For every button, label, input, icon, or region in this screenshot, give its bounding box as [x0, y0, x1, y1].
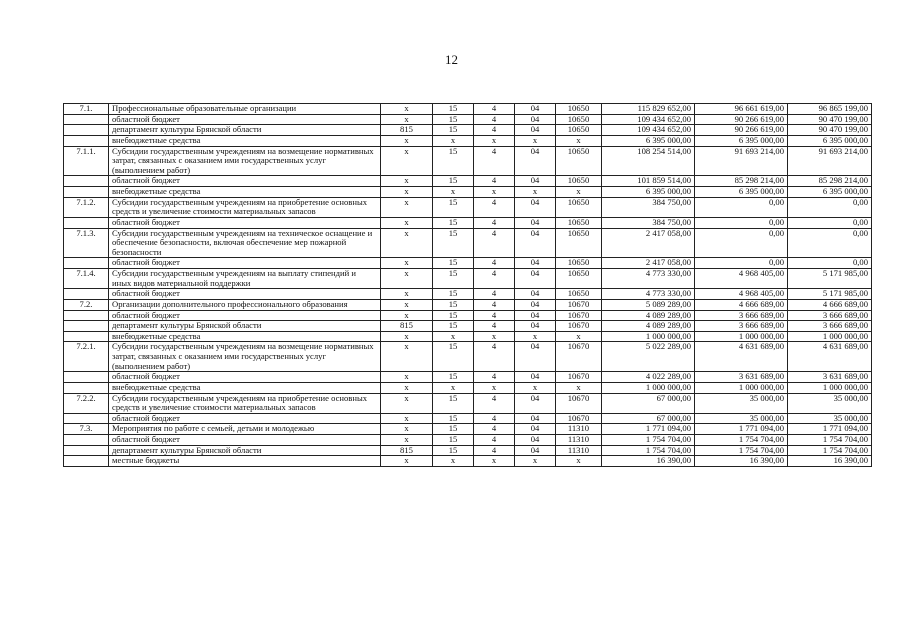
table-row: [64, 299, 872, 310]
amount-year-1: 1 754 704,00: [602, 435, 695, 446]
amount-year-3: 16 390,00: [788, 456, 872, 467]
code-om: 04: [515, 445, 556, 456]
amount-year-3: 3 666 689,00: [788, 321, 872, 332]
amount-year-3: 4 666 689,00: [788, 299, 872, 310]
code-pgp: 4: [474, 413, 515, 424]
amount-year-1: 67 000,00: [602, 393, 695, 413]
code-n: 10670: [556, 299, 602, 310]
code-gr: х: [381, 382, 433, 393]
amount-year-3: 35 000,00: [788, 413, 872, 424]
amount-year-2: 4 968 405,00: [695, 289, 788, 300]
code-pgp: 4: [474, 299, 515, 310]
amount-year-3: 1 754 704,00: [788, 445, 872, 456]
code-om: 04: [515, 321, 556, 332]
amount-year-3: 1 754 704,00: [788, 435, 872, 446]
code-n: 10650: [556, 269, 602, 289]
amount-year-2: 1 000 000,00: [695, 382, 788, 393]
code-n: 10670: [556, 342, 602, 372]
code-om: 04: [515, 393, 556, 413]
row-number: 7.2.2.: [64, 393, 109, 413]
code-n: 10650: [556, 146, 602, 176]
code-om: х: [515, 331, 556, 342]
table-row: [64, 372, 872, 383]
amount-year-3: 6 395 000,00: [788, 187, 872, 198]
table-row: [64, 456, 872, 467]
code-pgp: х: [474, 331, 515, 342]
code-pgp: 4: [474, 146, 515, 176]
code-om: 04: [515, 342, 556, 372]
code-pgp: х: [474, 135, 515, 146]
code-gp: 15: [433, 435, 474, 446]
code-gr: х: [381, 413, 433, 424]
code-n: 11310: [556, 445, 602, 456]
code-pgp: 4: [474, 435, 515, 446]
row-number: 7.1.4.: [64, 269, 109, 289]
code-om: 04: [515, 104, 556, 115]
code-gr: х: [381, 197, 433, 217]
amount-year-3: 5 171 985,00: [788, 289, 872, 300]
amount-year-3: 0,00: [788, 258, 872, 269]
code-om: 04: [515, 424, 556, 435]
row-name: департамент культуры Брянской области: [109, 321, 381, 332]
code-pgp: 4: [474, 424, 515, 435]
amount-year-1: 1 000 000,00: [602, 382, 695, 393]
code-om: 04: [515, 310, 556, 321]
code-om: х: [515, 456, 556, 467]
table-row: [64, 435, 872, 446]
code-n: 10670: [556, 372, 602, 383]
amount-year-1: 67 000,00: [602, 413, 695, 424]
amount-year-1: 6 395 000,00: [602, 135, 695, 146]
code-gp: 15: [433, 310, 474, 321]
amount-year-1: 1 754 704,00: [602, 445, 695, 456]
code-gr: х: [381, 135, 433, 146]
code-om: 04: [515, 125, 556, 136]
code-gr: х: [381, 289, 433, 300]
row-number: [64, 372, 109, 383]
row-name: областной бюджет: [109, 114, 381, 125]
code-n: 10650: [556, 228, 602, 258]
code-pgp: 4: [474, 342, 515, 372]
code-om: 04: [515, 217, 556, 228]
table-row: [64, 310, 872, 321]
table-row: [64, 413, 872, 424]
code-n: х: [556, 135, 602, 146]
amount-year-2: 3 631 689,00: [695, 372, 788, 383]
amount-year-1: 6 395 000,00: [602, 187, 695, 198]
amount-year-2: 1 000 000,00: [695, 331, 788, 342]
code-gr: х: [381, 269, 433, 289]
code-n: 10650: [556, 114, 602, 125]
code-om: 04: [515, 197, 556, 217]
code-gp: 15: [433, 217, 474, 228]
table-row: [64, 331, 872, 342]
amount-year-2: 4 666 689,00: [695, 299, 788, 310]
amount-year-2: 90 266 619,00: [695, 125, 788, 136]
code-gp: 15: [433, 289, 474, 300]
code-pgp: 4: [474, 289, 515, 300]
table-row: [64, 187, 872, 198]
code-om: 04: [515, 146, 556, 176]
amount-year-1: 5 089 289,00: [602, 299, 695, 310]
row-number: [64, 125, 109, 136]
code-gp: 15: [433, 228, 474, 258]
table-row: [64, 445, 872, 456]
amount-year-2: 0,00: [695, 217, 788, 228]
row-name: областной бюджет: [109, 217, 381, 228]
amount-year-2: 16 390,00: [695, 456, 788, 467]
row-number: [64, 187, 109, 198]
amount-year-1: 2 417 058,00: [602, 228, 695, 258]
amount-year-2: 0,00: [695, 258, 788, 269]
code-om: 04: [515, 299, 556, 310]
amount-year-3: 0,00: [788, 217, 872, 228]
amount-year-1: 5 022 289,00: [602, 342, 695, 372]
table-row: [64, 269, 872, 289]
code-n: х: [556, 187, 602, 198]
code-pgp: 4: [474, 217, 515, 228]
code-n: 10670: [556, 393, 602, 413]
table-row: [64, 114, 872, 125]
code-gr: х: [381, 176, 433, 187]
amount-year-1: 1 771 094,00: [602, 424, 695, 435]
code-pgp: 4: [474, 393, 515, 413]
code-n: 10650: [556, 289, 602, 300]
code-gp: 15: [433, 114, 474, 125]
row-name: департамент культуры Брянской области: [109, 125, 381, 136]
amount-year-2: 0,00: [695, 197, 788, 217]
row-number: 7.3.: [64, 424, 109, 435]
row-name: Субсидии государственным учреждениям на приобретение основных средств и увеличение стоимости материальных запасов: [109, 393, 381, 413]
amount-year-1: 109 434 652,00: [602, 114, 695, 125]
code-gr: х: [381, 187, 433, 198]
budget-table: [63, 103, 872, 467]
code-gr: х: [381, 435, 433, 446]
amount-year-1: 384 750,00: [602, 217, 695, 228]
code-gr: х: [381, 310, 433, 321]
code-pgp: х: [474, 187, 515, 198]
amount-year-2: 6 395 000,00: [695, 135, 788, 146]
code-om: 04: [515, 435, 556, 446]
code-gp: х: [433, 135, 474, 146]
amount-year-1: 109 434 652,00: [602, 125, 695, 136]
amount-year-3: 0,00: [788, 197, 872, 217]
amount-year-1: 384 750,00: [602, 197, 695, 217]
code-gp: 15: [433, 125, 474, 136]
table-row: [64, 321, 872, 332]
amount-year-3: 0,00: [788, 228, 872, 258]
row-name: Субсидии государственным учреждениям на выплату стипендий и иных видов материальной поддержки: [109, 269, 381, 289]
code-gr: 815: [381, 125, 433, 136]
code-pgp: 4: [474, 104, 515, 115]
code-gp: 15: [433, 299, 474, 310]
amount-year-1: 16 390,00: [602, 456, 695, 467]
code-gp: 15: [433, 393, 474, 413]
code-gp: 15: [433, 176, 474, 187]
row-name: Субсидии государственным учреждениям на возмещение нормативных затрат, связанных с оказанием ими государственных услуг (выполнением работ): [109, 146, 381, 176]
code-gr: х: [381, 104, 433, 115]
row-number: [64, 445, 109, 456]
code-n: 10650: [556, 258, 602, 269]
code-gr: х: [381, 217, 433, 228]
amount-year-1: 115 829 652,00: [602, 104, 695, 115]
amount-year-1: 1 000 000,00: [602, 331, 695, 342]
code-pgp: 4: [474, 310, 515, 321]
table-row: [64, 393, 872, 413]
code-gp: 15: [433, 321, 474, 332]
amount-year-1: 4 089 289,00: [602, 321, 695, 332]
budget-table-body: [64, 104, 872, 467]
code-gr: х: [381, 393, 433, 413]
amount-year-1: 4 773 330,00: [602, 269, 695, 289]
amount-year-3: 6 395 000,00: [788, 135, 872, 146]
code-om: 04: [515, 258, 556, 269]
code-pgp: 4: [474, 176, 515, 187]
row-number: [64, 289, 109, 300]
row-name: внебюджетные средства: [109, 135, 381, 146]
code-gr: х: [381, 228, 433, 258]
amount-year-2: 3 666 689,00: [695, 310, 788, 321]
code-gp: 15: [433, 269, 474, 289]
code-gp: х: [433, 331, 474, 342]
amount-year-2: 4 968 405,00: [695, 269, 788, 289]
amount-year-2: 91 693 214,00: [695, 146, 788, 176]
code-gp: 15: [433, 146, 474, 176]
amount-year-2: 96 661 619,00: [695, 104, 788, 115]
amount-year-1: 2 417 058,00: [602, 258, 695, 269]
code-gr: х: [381, 331, 433, 342]
code-om: 04: [515, 372, 556, 383]
amount-year-1: 4 022 289,00: [602, 372, 695, 383]
amount-year-2: 4 631 689,00: [695, 342, 788, 372]
code-pgp: 4: [474, 258, 515, 269]
table-row: [64, 197, 872, 217]
row-number: [64, 310, 109, 321]
row-name: внебюджетные средства: [109, 331, 381, 342]
row-name: областной бюджет: [109, 258, 381, 269]
code-gr: 815: [381, 445, 433, 456]
amount-year-3: 4 631 689,00: [788, 342, 872, 372]
row-name: областной бюджет: [109, 435, 381, 446]
table-row: [64, 217, 872, 228]
row-name: внебюджетные средства: [109, 382, 381, 393]
amount-year-3: 5 171 985,00: [788, 269, 872, 289]
code-gr: 815: [381, 321, 433, 332]
amount-year-3: 91 693 214,00: [788, 146, 872, 176]
code-gr: х: [381, 258, 433, 269]
code-pgp: 4: [474, 114, 515, 125]
code-n: 10670: [556, 310, 602, 321]
row-name: Субсидии государственным учреждениям на техническое оснащение и обеспечение безопасности, включая обеспечение мер пожарной безопасности: [109, 228, 381, 258]
amount-year-2: 1 771 094,00: [695, 424, 788, 435]
code-gp: 15: [433, 372, 474, 383]
code-n: х: [556, 382, 602, 393]
code-pgp: х: [474, 382, 515, 393]
code-n: 10650: [556, 217, 602, 228]
amount-year-3: 1 000 000,00: [788, 382, 872, 393]
row-name: Профессиональные образовательные организации: [109, 104, 381, 115]
code-gr: х: [381, 299, 433, 310]
row-name: областной бюджет: [109, 413, 381, 424]
row-name: областной бюджет: [109, 176, 381, 187]
row-name: Субсидии государственным учреждениям на приобретение основных средств и увеличение стоимости материальных запасов: [109, 197, 381, 217]
code-gr: х: [381, 342, 433, 372]
code-gr: х: [381, 372, 433, 383]
row-number: [64, 456, 109, 467]
code-n: 10670: [556, 321, 602, 332]
amount-year-2: 35 000,00: [695, 413, 788, 424]
code-n: 10650: [556, 104, 602, 115]
row-number: [64, 135, 109, 146]
code-gp: 15: [433, 413, 474, 424]
code-pgp: 4: [474, 228, 515, 258]
amount-year-3: 35 000,00: [788, 393, 872, 413]
code-gp: 15: [433, 104, 474, 115]
code-n: 11310: [556, 435, 602, 446]
amount-year-2: 1 754 704,00: [695, 445, 788, 456]
code-pgp: 4: [474, 445, 515, 456]
code-om: х: [515, 382, 556, 393]
code-gp: х: [433, 187, 474, 198]
code-n: 10650: [556, 125, 602, 136]
amount-year-3: 1 000 000,00: [788, 331, 872, 342]
table-row: [64, 342, 872, 372]
amount-year-2: 35 000,00: [695, 393, 788, 413]
row-number: [64, 114, 109, 125]
row-name: областной бюджет: [109, 310, 381, 321]
row-number: [64, 331, 109, 342]
code-om: 04: [515, 228, 556, 258]
code-gp: 15: [433, 197, 474, 217]
row-name: Субсидии государственным учреждениям на возмещение нормативных затрат, связанных с оказанием ими государственных услуг (выполнением работ): [109, 342, 381, 372]
code-pgp: 4: [474, 321, 515, 332]
code-gp: х: [433, 456, 474, 467]
table-row: [64, 176, 872, 187]
row-name: внебюджетные средства: [109, 187, 381, 198]
code-gr: х: [381, 456, 433, 467]
amount-year-2: 0,00: [695, 228, 788, 258]
row-number: 7.1.: [64, 104, 109, 115]
row-number: [64, 413, 109, 424]
code-n: 10650: [556, 176, 602, 187]
code-n: 11310: [556, 424, 602, 435]
code-pgp: 4: [474, 269, 515, 289]
code-gp: 15: [433, 445, 474, 456]
code-pgp: х: [474, 456, 515, 467]
row-number: 7.1.2.: [64, 197, 109, 217]
row-name: департамент культуры Брянской области: [109, 445, 381, 456]
code-pgp: 4: [474, 372, 515, 383]
row-number: [64, 217, 109, 228]
table-row: [64, 424, 872, 435]
row-number: 7.1.3.: [64, 228, 109, 258]
amount-year-2: 6 395 000,00: [695, 187, 788, 198]
amount-year-3: 90 470 199,00: [788, 114, 872, 125]
amount-year-1: 108 254 514,00: [602, 146, 695, 176]
code-pgp: 4: [474, 197, 515, 217]
row-name: местные бюджеты: [109, 456, 381, 467]
row-number: 7.2.: [64, 299, 109, 310]
amount-year-3: 96 865 199,00: [788, 104, 872, 115]
amount-year-1: 4 773 330,00: [602, 289, 695, 300]
code-om: х: [515, 135, 556, 146]
amount-year-2: 85 298 214,00: [695, 176, 788, 187]
code-gr: х: [381, 146, 433, 176]
code-gr: х: [381, 424, 433, 435]
row-number: [64, 382, 109, 393]
code-gr: х: [381, 114, 433, 125]
code-n: х: [556, 331, 602, 342]
table-row: [64, 125, 872, 136]
amount-year-1: 101 859 514,00: [602, 176, 695, 187]
table-row: [64, 104, 872, 115]
row-name: Организации дополнительного профессионального образования: [109, 299, 381, 310]
row-number: 7.1.1.: [64, 146, 109, 176]
amount-year-3: 90 470 199,00: [788, 125, 872, 136]
table-row: [64, 289, 872, 300]
row-name: областной бюджет: [109, 372, 381, 383]
code-gp: 15: [433, 258, 474, 269]
code-gp: 15: [433, 342, 474, 372]
table-row: [64, 146, 872, 176]
amount-year-2: 90 266 619,00: [695, 114, 788, 125]
code-om: 04: [515, 176, 556, 187]
row-number: [64, 258, 109, 269]
row-number: [64, 321, 109, 332]
row-name: Мероприятия по работе с семьей, детьми и молодежью: [109, 424, 381, 435]
code-om: 04: [515, 289, 556, 300]
amount-year-3: 3 666 689,00: [788, 310, 872, 321]
code-om: х: [515, 187, 556, 198]
table-row: [64, 228, 872, 258]
row-name: областной бюджет: [109, 289, 381, 300]
code-gp: х: [433, 382, 474, 393]
code-n: 10670: [556, 413, 602, 424]
amount-year-2: 1 754 704,00: [695, 435, 788, 446]
amount-year-1: 4 089 289,00: [602, 310, 695, 321]
row-number: [64, 435, 109, 446]
page-number: 12: [445, 52, 458, 67]
table-row: [64, 258, 872, 269]
amount-year-2: 3 666 689,00: [695, 321, 788, 332]
code-om: 04: [515, 413, 556, 424]
code-n: 10650: [556, 197, 602, 217]
code-gp: 15: [433, 424, 474, 435]
row-number: 7.2.1.: [64, 342, 109, 372]
code-n: х: [556, 456, 602, 467]
amount-year-3: 3 631 689,00: [788, 372, 872, 383]
amount-year-3: 1 771 094,00: [788, 424, 872, 435]
table-row: [64, 382, 872, 393]
code-om: 04: [515, 114, 556, 125]
row-number: [64, 176, 109, 187]
code-pgp: 4: [474, 125, 515, 136]
code-om: 04: [515, 269, 556, 289]
amount-year-3: 85 298 214,00: [788, 176, 872, 187]
table-row: [64, 135, 872, 146]
